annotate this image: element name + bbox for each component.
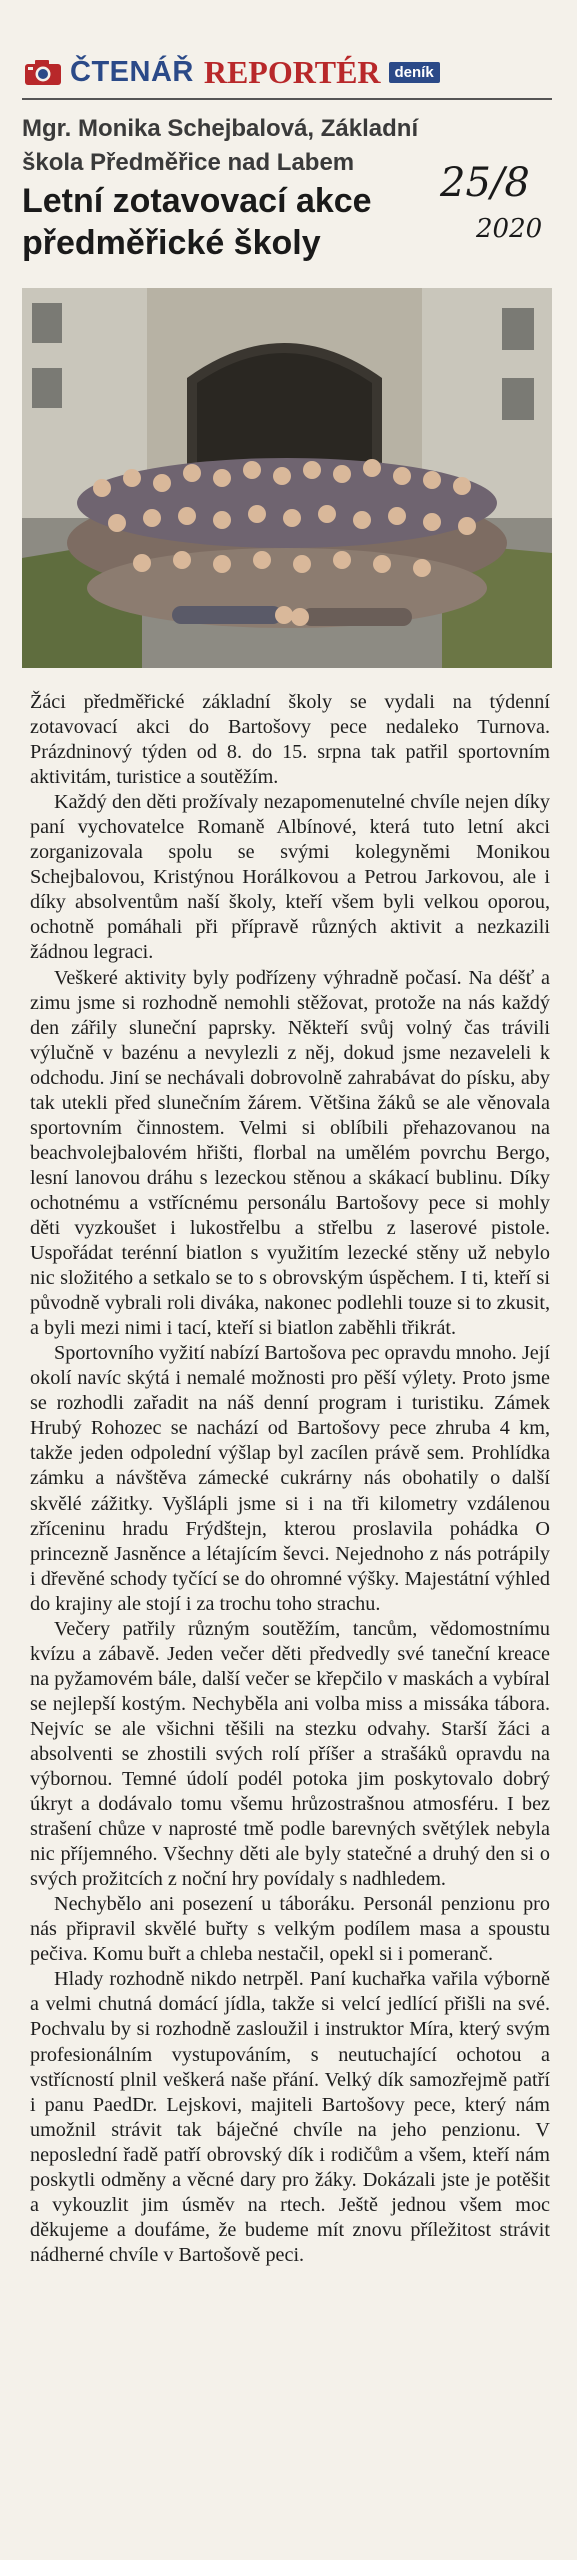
- camera-icon: [22, 56, 64, 88]
- headline: Letní zotavovací akce předměřické školy: [22, 182, 372, 262]
- paragraph: Hlady rozhodně nikdo netrpěl. Paní kuchařka vařila výborně a velmi chutná domácí jídla, takže si velcí jedlící přišli na své. Pochvalu by si rozhodně zasloužil i instruktor Míra, který svým profesionálním vystupováním, s neutuchající ochotou a vstřícností plnil veškerá naše přání. Velký dík samozřejmě patří i panu PaedDr. Lejskovi, majiteli Bartošovy pece, který nám umožnil strávit tak báječné chvíle na jeho penzionu. V neposlední řadě patří obrovský dík i rodičům a všem, kteří nám poskytli odměny a věcné dary pro žáky. Dokázali jste je potěšit a vykouzlit jim úsměv na rtech. Ještě jednou všem moc děkujeme a doufáme, že budeme mít znovu příležitost strávit nádherné chvíle v Bartošově peci.: [30, 1968, 550, 2266]
- paragraph: Sportovního vyžití nabízí Bartošova pec opravdu mnoho. Její okolí navíc skýtá i nemalé možnosti pro pěší výlety. Proto jsme se rozhodli zařadit na náš denní program i turistiku. Zámek Hrubý Rohozec se nachází od Bartošovy pece zhruba 4 km, takže jeden odpolední výšlap byl zacílen právě sem. Prohlídka zámku a návštěva zámecké cukrárny nás obohatily o další skvělé zážitky. Vyšlápli jsme si i na tři kilometry vzdálenou zříceninu hradu Frýdštejn, kterou proslavila pohádka O princezně Jasněnce a létajícím ševci. Nejednoho z nás potrápily i dřevěné schody tyčící se do ohromné výšky. Majestátní výhled do krajiny ale stojí i za trochu toho strachu.: [30, 1342, 550, 1615]
- masthead-ctenar: ČTENÁŘ: [70, 55, 194, 88]
- masthead-rule: [22, 98, 552, 100]
- paragraph: Každý den děti prožívaly nezapomenutelné chvíle nejen díky paní vychovatelce Romaně Albínové, která tuto letní akci zorganizovala spolu se svými kolegyněmi Monikou Schejbalovou, Kristýnou Horálkovou a Petrou Jarkovou, ale i díky absolventům naší školy, kteří všem byli velkou oporou, ochotně pomáhali při přípravě různých aktivit a nezkazili žádnou legraci.: [30, 791, 550, 964]
- paragraph: Nechybělo ani posezení u táboráku. Personál penzionu pro nás připravil skvělé buřty s velkým podílem masa a spoustu pečiva. Komu buřt a chleba nestačil, opekl si i pomeranč.: [30, 1893, 550, 1966]
- paragraph: Večery patřily různým soutěžím, tancům, vědomostnímu kvízu a zábavě. Jeden večer děti předvedly své taneční kreace na pyžamovém bále, další večer se křepčilo v maskách a vybíral se nejlepší kostým. Nechyběla ani volba miss a missáka tábora. Nejvíc se ale všichni těšili na stezku odvahy. Starší žáci a absolventi se zhostili svých rolí příšer a strašáků opravdu na výbornou. Temné údolí podél potoka jim poskytovalo dobrý úkryt a dodávalo tomu všemu hrůzostrašnou atmosféru. I bez strašení chůze v naprosté tmě podle barevných světýlek nebyla nic příjemného. Všechny děti ale byly statečné a druhý den si o svých prožitcích z noční hry povídaly s nadhledem.: [30, 1617, 550, 1891]
- masthead: [22, 50, 562, 94]
- handwritten-date-day: 25/8: [440, 160, 530, 206]
- article-body: [30, 690, 550, 2268]
- masthead-reporter: REPORTÉR: [203, 53, 381, 90]
- handwritten-date-year: 2020: [476, 214, 543, 244]
- paragraph: Žáci předměřické základní školy se vydali na týdenní zotavovací akci do Bartošovy pece nedaleko Turnova. Prázdninový týden od 8. do 15. srpna tak patřil sportovním aktivitám, turistice a soutěžím.: [30, 691, 550, 789]
- byline: Mgr. Monika Schejbalová, Základní škola Předměřice nad Labem: [22, 115, 419, 176]
- paragraph: Veškeré aktivity byly podřízeny výhradně počasí. Na déšť a zimu jsme si rozhodně nemohli stěžovat, protože na nás každý den zářily sluneční paprsky. Někteří svůj volný čas trávili výlučně v bazénu a nevylezli z něj, dokud jsme nezaveleli k odchodu. Jiní se nechávali dobrovolně zahrabávat do písku, aby tak utekli před slunečním žárem. Většina žáků se ale věnovala sportovním činnostem. Velmi si oblíbili přehazovanou na beachvolejbalovém hřišti, florbal na umělém povrchu Bergo, lesní lanovou dráhu s lezeckou stěnou a skákací bublinu. Díky ochotnému a vstřícnému personálu Bartošovy pece si mohly děti vyzkoušet i lukostřelbu a střelbu z laserové pistole. Uspořádat terénní biatlon s využitím lezecké stěny už nebylo nic složitého a setkalo se to s obrovským úspěchem. I ti, kteří si původně vybrali roli diváka, nakonec podlehli touze si to zkusit, a byli mezi nimi i tací, kteří si biatlon zaběhli třikrát.: [30, 966, 550, 1340]
- masthead-denik-badge: deník: [389, 62, 440, 83]
- group-photo: [22, 288, 552, 668]
